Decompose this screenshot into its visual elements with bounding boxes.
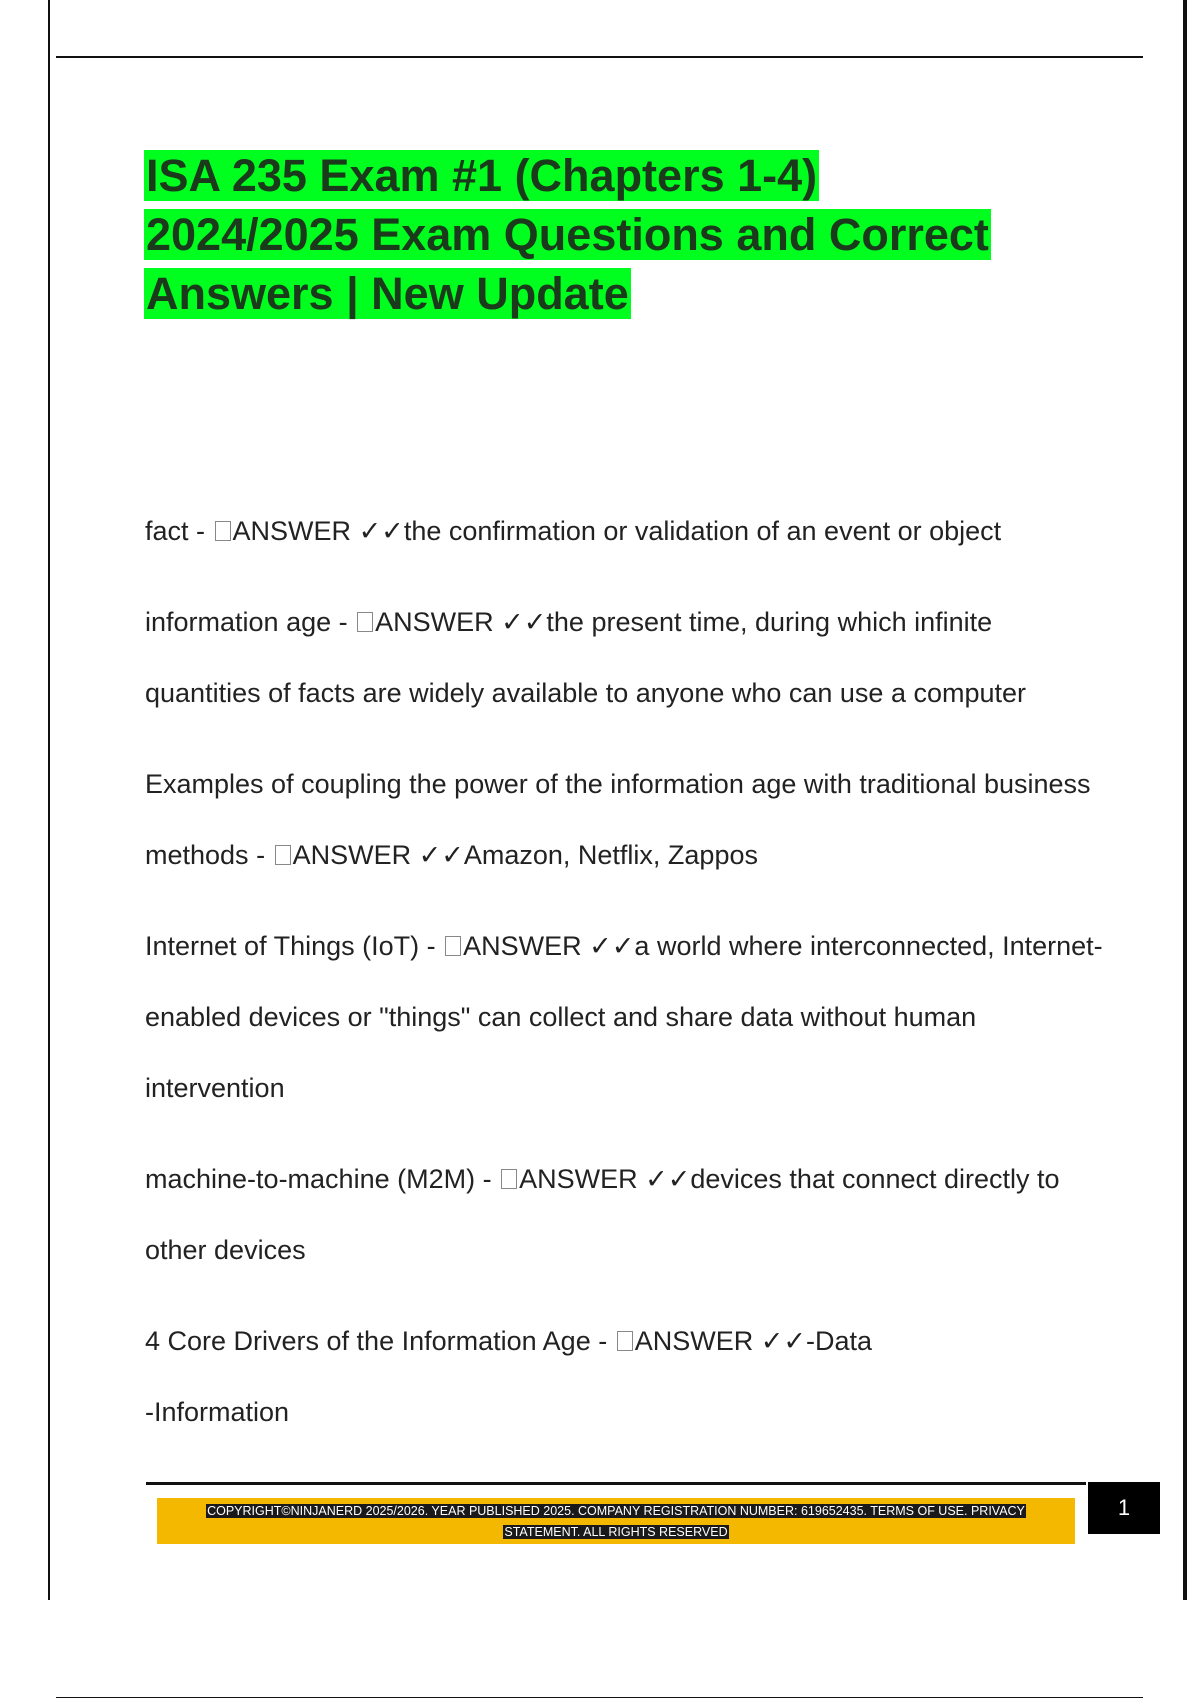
copyright-text: COPYRIGHT©NINJANERD 2025/2026. YEAR PUBLISHED 2025. COMPANY REGISTRATION NUMBER: 619652435. TERMS OF USE. PRIVACY STATEMENT. ALL RIGHTS RESERVED xyxy=(207,1504,1025,1539)
answer-marker: ANSWER xyxy=(634,1326,754,1356)
qa-entry-core-drivers: 4 Core Drivers of the Information Age - ANSWER ✓✓-Data -Information xyxy=(145,1326,873,1427)
page-bottom-rule xyxy=(56,1697,1143,1698)
entry-definition: the present time, during which infinite quantities of facts are widely available to anyone who can use a computer xyxy=(145,607,1027,708)
title-line-1: ISA 235 Exam #1 (Chapters 1-4) xyxy=(146,150,818,201)
entry-term: Internet of Things (IoT) xyxy=(145,931,420,961)
title-line-2: 2024/2025 Exam Questions and Correct xyxy=(146,209,989,260)
entry-term: Examples of coupling the power of the information age with traditional business methods xyxy=(145,769,1091,870)
entry-definition: a world where interconnected, Internet- enabled devices or "things" can collect and share data without human intervention xyxy=(145,931,1103,1103)
answer-marker: ANSWER xyxy=(292,840,412,870)
entry-term: fact xyxy=(145,516,189,546)
answer-marker: ANSWER xyxy=(375,607,494,637)
answer-marker: ANSWER xyxy=(519,1164,638,1194)
double-check-icon: ✓✓ xyxy=(501,607,547,638)
missing-glyph-icon xyxy=(501,1169,517,1189)
missing-glyph-icon xyxy=(215,521,231,541)
missing-glyph-icon xyxy=(275,845,291,865)
entry-term: machine-to-machine (M2M) xyxy=(145,1164,476,1194)
missing-glyph-icon xyxy=(445,936,461,956)
page-top-rule xyxy=(56,56,1143,58)
answer-marker: ANSWER xyxy=(232,516,352,546)
qa-entry-information-age: information age - ANSWER ✓✓the present time, during which infinite quantities of facts are widely available to anyone who can use a computer xyxy=(145,607,1027,708)
double-check-icon: ✓✓ xyxy=(645,1164,691,1195)
entry-definition: Amazon, Netflix, Zappos xyxy=(463,840,758,870)
qa-list xyxy=(145,496,1105,1468)
footer-rule xyxy=(146,1482,1086,1485)
entry-term: 4 Core Drivers of the Information Age xyxy=(145,1326,591,1356)
entry-definition: the confirmation or validation of an event or object xyxy=(403,516,1002,546)
footer-copyright xyxy=(168,1501,1064,1543)
double-check-icon: ✓✓ xyxy=(358,516,404,547)
double-check-icon: ✓✓ xyxy=(760,1326,806,1357)
missing-glyph-icon xyxy=(617,1331,633,1351)
answer-marker: ANSWER xyxy=(463,931,582,961)
entry-definition-line: -Data xyxy=(806,1326,873,1356)
entry-term: information age xyxy=(145,607,332,637)
missing-glyph-icon xyxy=(357,612,373,632)
page-border-right xyxy=(1183,0,1187,1600)
title-line-3: Answers | New Update xyxy=(146,268,629,319)
qa-entry-m2m: machine-to-machine (M2M) - ANSWER ✓✓devices that connect directly to other devices xyxy=(145,1164,1060,1265)
entry-definition-line: -Information xyxy=(145,1397,290,1427)
page-number: 1 xyxy=(1088,1482,1160,1534)
qa-entry-examples-coupling: Examples of coupling the power of the information age with traditional business methods - ANSWER ✓✓Amazon, Netflix, Zappos xyxy=(145,769,1091,871)
qa-entry-iot: Internet of Things (IoT) - ANSWER ✓✓a world where interconnected, Internet- enabled devices or "things" can collect and share data without human intervention xyxy=(145,931,1103,1103)
page-border-left xyxy=(48,0,50,1600)
entry-definition: devices that connect directly to other devices xyxy=(145,1164,1060,1265)
double-check-icon: ✓✓ xyxy=(418,840,464,871)
double-check-icon: ✓✓ xyxy=(589,931,635,962)
document-title xyxy=(144,146,1104,323)
qa-entry-fact: fact - ANSWER ✓✓the confirmation or validation of an event or object xyxy=(145,516,1002,547)
